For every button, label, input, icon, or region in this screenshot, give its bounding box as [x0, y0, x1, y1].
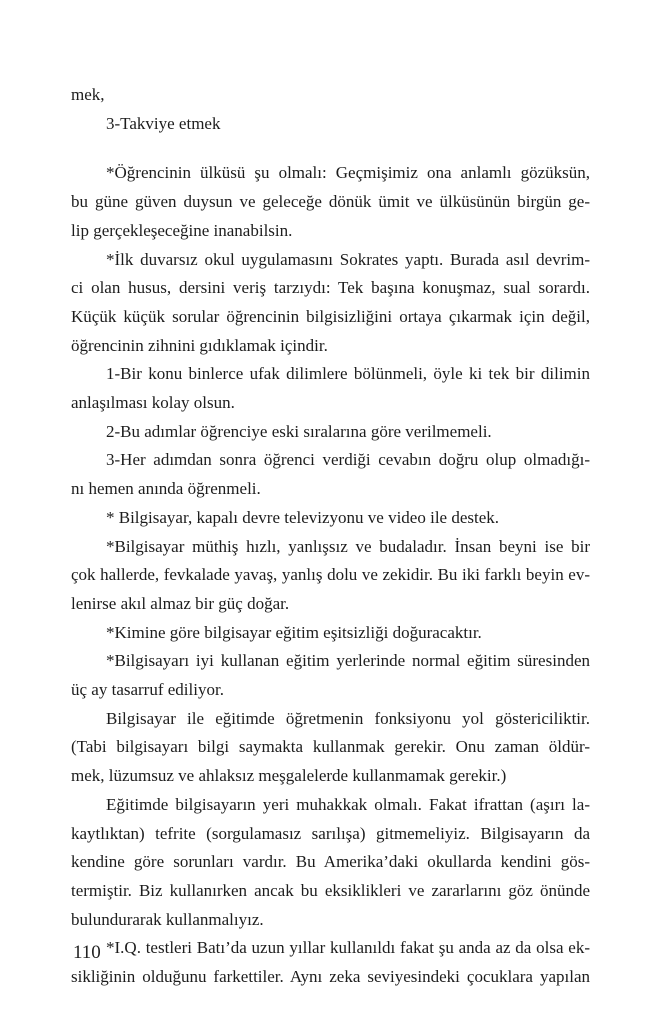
paragraph: [71, 246, 590, 361]
paragraph: [71, 418, 590, 447]
text-line: lip gerçekleşeceğine inanabilsin.: [71, 220, 293, 240]
paragraph: [71, 110, 590, 139]
text-line: 1-Bir konu binlerce ufak dilimlere bölünmeli, öyle ki tek bir dilimin: [106, 364, 590, 384]
text-line: nı hemen anında öğrenmeli.: [71, 479, 261, 499]
paragraph: [71, 360, 590, 417]
text-line: termiştir. Biz kullanırken ancak bu eksiklikleri ve zararlarını göz önünde: [71, 880, 590, 900]
text-line: *Öğrencinin ülküsü şu olmalı: Geçmişimiz ona anlamlı gözüksün,: [106, 163, 590, 183]
text-line: Bilgisayar ile eğitimde öğretmenin fonksiyonu yol göstericiliktir.: [106, 708, 590, 728]
page-number: 110: [73, 942, 101, 963]
paragraph: [71, 504, 590, 533]
paragraph: [71, 647, 590, 704]
text-line: kaytlıktan) tefrite (sorgulamasız sarılışa) gitmemeliyiz. Bilgisayarın da: [71, 823, 590, 843]
text-line: Eğitimde bilgisayarın yeri muhakkak olmalı. Fakat ifrattan (aşırı la-: [106, 794, 590, 814]
text-line: *Kimine göre bilgisayar eğitim eşitsizliği doğuracaktır.: [106, 622, 482, 642]
text-line: Küçük küçük sorular öğrencinin bilgisizliğini ortaya çıkarmak için değil,: [71, 306, 590, 326]
text-line: çok hallerde, fevkalade yavaş, yanlış dolu ve zekidir. Bu iki farklı beyin ev-: [71, 565, 590, 585]
text-line: * Bilgisayar, kapalı devre televizyonu ve video ile destek.: [106, 507, 500, 527]
text-line: mek, lüzumsuz ve ahlaksız meşgalelerde kullanmamak gerekir.): [71, 766, 507, 786]
paragraph: [71, 81, 590, 110]
page-text: [71, 81, 590, 992]
text-line: *Bilgisayar müthiş hızlı, yanlışsız ve budaladır. İnsan beyni ise bir: [106, 536, 590, 556]
text-line: *I.Q. testleri Batı’da uzun yıllar kullanıldı fakat şu anda az da olsa ek-: [106, 938, 590, 958]
text-line: mek,: [71, 85, 105, 104]
text-line: 2-Bu adımlar öğrenciye eski sıralarına göre verilmemeli.: [106, 421, 492, 441]
text-line: 3-Her adımdan sonra öğrenci verdiği cevabın doğru olup olmadığı-: [106, 450, 590, 470]
text-line: sikliğinin olduğunu farkettiler. Aynı zeka seviyesindeki çocuklara yapılan: [71, 967, 590, 987]
text-line: üç ay tasarruf ediliyor.: [71, 680, 224, 700]
paragraph: [71, 619, 590, 648]
paragraph: [71, 705, 590, 791]
paragraph: [71, 934, 590, 991]
text-line: (Tabi bilgisayarı bilgi saymakta kullanmak gerekir. Onu zaman öldür-: [71, 737, 590, 757]
text-line: anlaşılması kolay olsun.: [71, 393, 235, 413]
text-line: *Bilgisayarı iyi kullanan eğitim yerlerinde normal eğitim süresinden: [106, 651, 590, 671]
text-line: bu güne güven duysun ve geleceğe dönük ümit ve ülküsünün birgün ge-: [71, 192, 590, 212]
text-line: lenirse akıl almaz bir güç doğar.: [71, 593, 290, 613]
text-line: 3-Takviye etmek: [106, 113, 221, 133]
text-line: ci olan husus, dersini veriş tarzıydı: Tek başına konuşmaz, sual sorardı.: [71, 278, 590, 298]
text-line: öğrencinin zihnini gıdıklamak içindir.: [71, 335, 328, 355]
text-line: bulundurarak kullanmalıyız.: [71, 909, 264, 929]
text-line: *İlk duvarsız okul uygulamasını Sokrates yaptı. Burada asıl devrim-: [106, 249, 590, 269]
paragraph: [71, 791, 590, 935]
text-line: kendine göre sorunları vardır. Bu Amerika’daki okullarda kendini gös-: [71, 852, 590, 872]
paragraph: [71, 533, 590, 619]
paragraph: [71, 159, 590, 245]
paragraph: [71, 446, 590, 503]
